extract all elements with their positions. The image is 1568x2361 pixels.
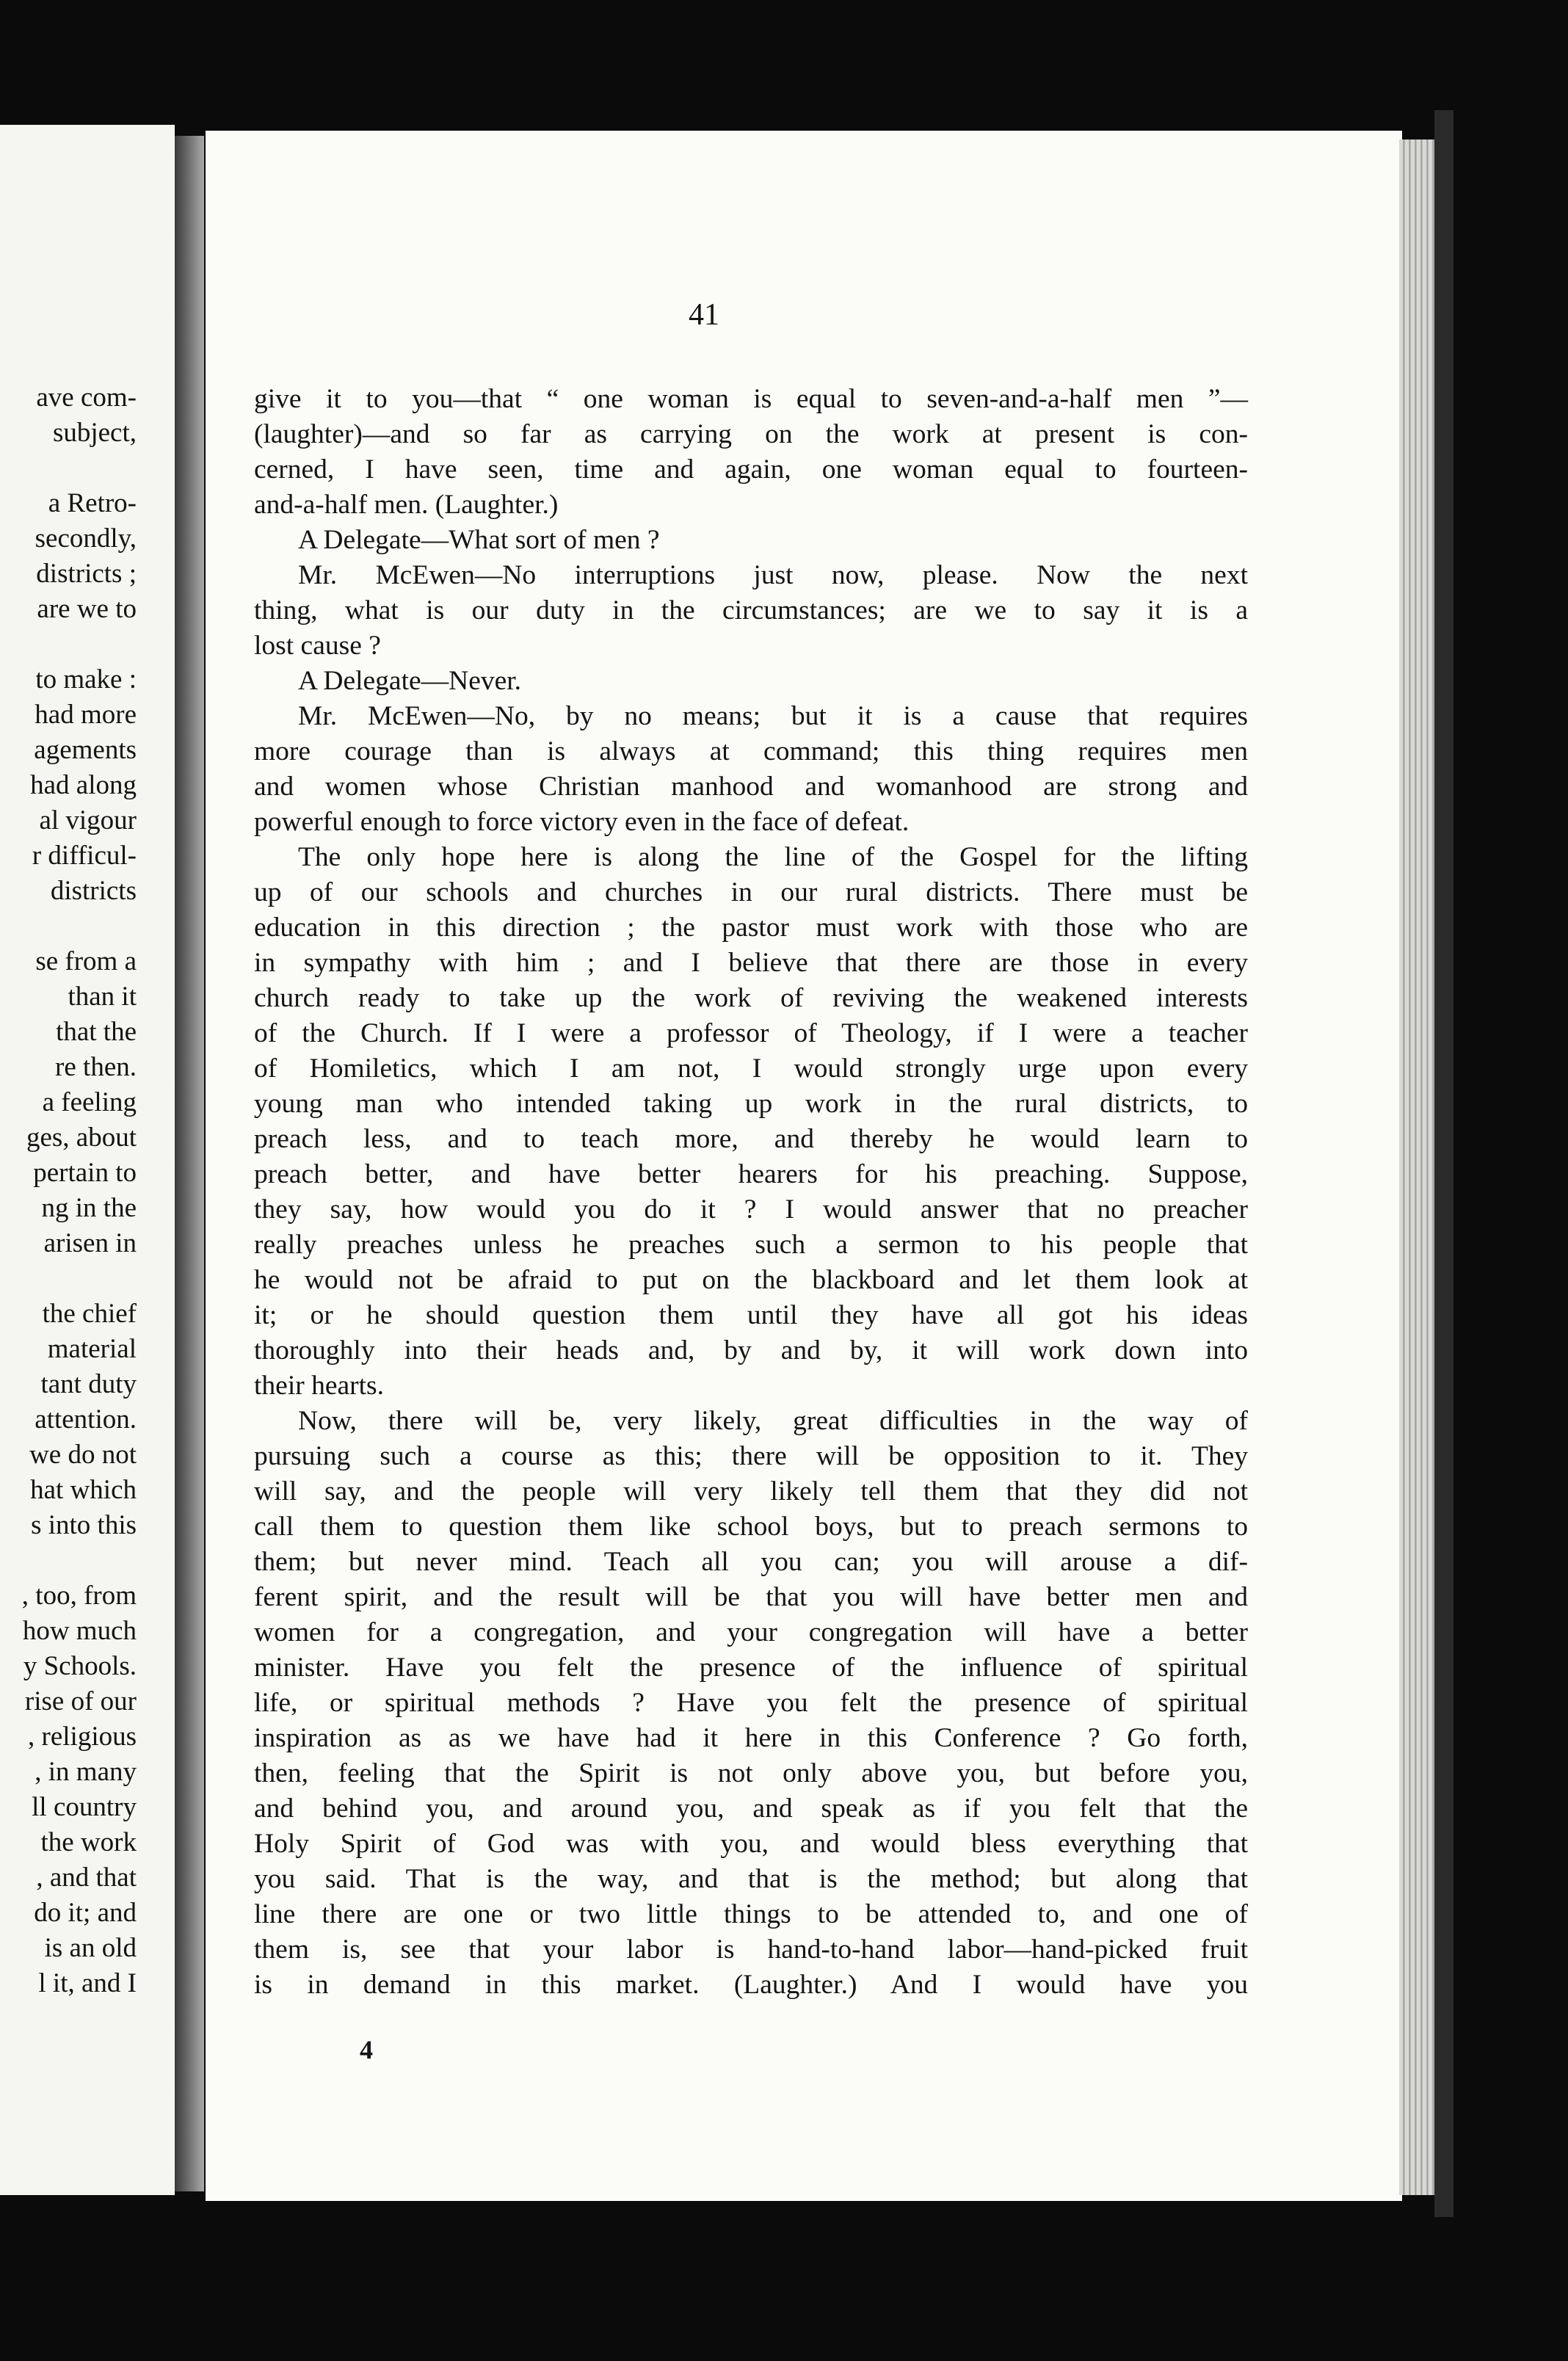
text-line: education in this direction ; the pastor must work with those who are [254,913,1248,943]
left-page-line: ave com- [36,382,137,413]
text-line: he would not be afraid to put on the blackboard and let them look at [254,1265,1248,1295]
left-page-line [0,1543,137,1578]
text-line: you said. That is the way, and that is the method; but along that [254,1864,1248,1894]
text-line: they say, how would you do it ? I would answer that no preacher [254,1194,1248,1225]
left-page-line: al vigour [39,805,137,835]
text-line: up of our schools and churches in our rural districts. There must be [254,877,1248,907]
text-line: in sympathy with him ; and I believe that there are those in every [254,948,1248,978]
text-line: really preaches unless he preaches such a sermon to his people that [254,1230,1248,1260]
left-page-line: that the [56,1017,137,1047]
left-page-line: are we to [37,594,137,624]
text-line: then, feeling that the Spirit is not only above you, but before you, [254,1758,1248,1788]
left-page-line: had more [35,700,137,730]
left-page-line: ges, about [26,1123,137,1153]
left-page-line: to make : [35,664,137,694]
text-line: and-a-half men. (Laughter.) [254,490,559,520]
left-page-line: agements [34,735,137,765]
text-line: and behind you, and around you, and speak as if you felt that the [254,1794,1248,1824]
page-edges [1399,139,1434,2195]
text-line: preach better, and have better hearers for his preaching. Suppose, [254,1159,1248,1189]
left-page-line: subject, [52,418,137,448]
body-text [254,382,1248,2003]
left-page-line: we do not [29,1440,137,1470]
left-page-line: had along [30,770,137,800]
text-line: cerned, I have seen, time and again, one woman equal to fourteen- [254,454,1248,485]
text-line: women for a congregation, and your congregation will have a better [254,1617,1248,1647]
text-line: church ready to take up the work of reviving the weakened interests [254,983,1248,1013]
text-line: thing, what is our duty in the circumstances; are we to say it is a [254,595,1248,625]
text-line: young man who intended taking up work in the rural districts, to [254,1089,1248,1119]
text-line: The only hope here is along the line of the Gospel for the lifting [298,842,1248,872]
left-page-line: than it [68,982,137,1012]
text-line: Holy Spirit of God was with you, and would bless everything that [254,1829,1248,1859]
text-line: life, or spiritual methods ? Have you felt the presence of spiritual [254,1688,1248,1718]
left-page-line: rise of our [24,1686,137,1716]
left-page-line: l it, and I [38,1968,137,1998]
text-line: A Delegate—What sort of men ? [298,525,660,555]
text-line: their hearts. [254,1371,385,1401]
signature-mark: 4 [360,2035,373,2064]
left-page-line: secondly, [35,523,137,554]
text-line: and women whose Christian manhood and womanhood are strong and [254,772,1248,802]
text-line: is in demand in this market. (Laughter.) And I would have you [254,1970,1248,2000]
text-line: minister. Have you felt the presence of the influence of spiritual [254,1653,1248,1683]
text-line: pursuing such a course as this; there will be opposition to it. They [254,1441,1248,1471]
left-page-line: , and that [36,1863,137,1893]
text-line: line there are one or two little things to be attended to, and one of [254,1899,1248,1929]
left-page-line [0,627,137,662]
left-page-line: a feeling [42,1087,137,1117]
left-page-line: the chief [42,1299,137,1329]
book-cover-edge [1434,110,1453,2217]
text-line: A Delegate—Never. [298,666,522,696]
text-line: give it to you—that “ one woman is equal to seven-and-a-half men ”— [254,384,1248,414]
left-page-line: pertain to [33,1158,137,1188]
left-page-line: s into this [31,1510,137,1540]
left-page-line: a Retro- [48,488,137,518]
text-line: of the Church. If I were a professor of Theology, if I were a teacher [254,1018,1248,1048]
page-number: 41 [689,298,719,332]
text-line: preach less, and to teach more, and thereby he would learn to [254,1124,1248,1154]
text-line: will say, and the people will very likely tell them that they did not [254,1476,1248,1506]
left-page-line: attention. [35,1404,137,1435]
text-line: lost cause ? [254,631,381,661]
left-page-line [0,1261,137,1296]
text-line: Now, there will be, very likely, great difficulties in the way of [298,1406,1248,1436]
left-page-line: how much [22,1616,137,1646]
text-line: more courage than is always at command; this thing requires men [254,736,1248,766]
left-page-line: , religious [28,1722,137,1752]
left-page-line: ll country [32,1792,137,1822]
left-page-line: se from a [35,946,137,976]
left-page-line [0,451,137,486]
left-page-line: material [47,1334,137,1364]
left-page-line: , in many [35,1757,137,1787]
text-line: it; or he should question them until they have all got his ideas [254,1300,1248,1330]
text-line: Mr. McEwen—No interruptions just now, please. Now the next [298,560,1248,590]
left-page-text [0,380,137,2001]
left-page-line: , too, from [21,1581,137,1611]
left-page-line: districts ; [36,559,137,589]
text-line: them is, see that your labor is hand-to-hand labor—hand-picked fruit [254,1934,1248,1965]
left-facing-page [0,125,175,2195]
text-line: them; but never mind. Teach all you can; you will arouse a dif- [254,1547,1248,1577]
left-page-line: the work [40,1827,137,1857]
left-page-line: is an old [44,1933,137,1963]
left-page-line [0,909,137,944]
text-line: Mr. McEwen—No, by no means; but it is a cause that requires [298,701,1248,731]
left-page-line: re then. [55,1052,137,1082]
left-page-line: ng in the [41,1193,137,1223]
left-page-line: hat which [30,1475,137,1505]
text-line: of Homiletics, which I am not, I would strongly urge upon every [254,1053,1248,1084]
text-line: thoroughly into their heads and, by and by, it will work down into [254,1335,1248,1366]
text-line: inspiration as as we have had it here in this Conference ? Go forth, [254,1723,1248,1753]
text-line: powerful enough to force victory even in the face of defeat. [254,807,910,837]
left-page-line: y Schools. [23,1651,137,1681]
left-page-line: arisen in [43,1228,137,1258]
text-line: call them to question them like school boys, but to preach sermons to [254,1512,1248,1542]
left-page-line: do it; and [34,1898,137,1928]
left-page-line: r difficul- [32,841,137,871]
left-page-line: tant duty [40,1369,137,1399]
text-line: ferent spirit, and the result will be that you will have better men and [254,1582,1248,1612]
left-page-line: districts [50,876,137,906]
book-gutter [175,136,204,2191]
text-line: (laughter)—and so far as carrying on the work at present is con- [254,419,1248,449]
